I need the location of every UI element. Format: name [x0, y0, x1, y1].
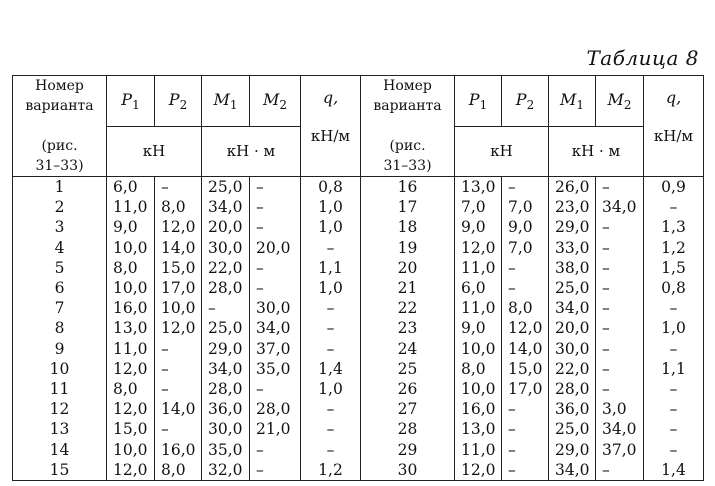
left-p1-cell: 8,0 — [107, 258, 155, 278]
moment-unit-right: кН · м — [549, 126, 644, 177]
right-p2-cell: 7,0 — [502, 197, 549, 217]
left-p2-cell: – — [155, 339, 202, 359]
left-m2-cell: – — [250, 197, 301, 217]
left-q-cell: 1,2 — [301, 460, 361, 481]
left-p1-cell: 6,0 — [107, 177, 155, 198]
right-variant-cell: 30 — [361, 460, 455, 481]
left-q-cell: 1,0 — [301, 217, 361, 237]
right-m1-cell: 30,0 — [549, 339, 596, 359]
right-m1-cell: 25,0 — [549, 278, 596, 298]
right-q-cell: 1,3 — [644, 217, 704, 237]
left-m1-cell: 25,0 — [202, 318, 250, 338]
variants-table — [12, 75, 704, 481]
left-variant-cell: 6 — [13, 278, 107, 298]
left-variant-cell: 4 — [13, 238, 107, 258]
left-variant-cell: 3 — [13, 217, 107, 237]
right-p1-cell: 16,0 — [455, 399, 502, 419]
variant-header-line2: варианта — [25, 98, 94, 114]
left-p2-cell: – — [155, 177, 202, 198]
right-m2-cell: 34,0 — [596, 197, 644, 217]
right-q-cell: 1,1 — [644, 359, 704, 379]
right-p1-cell: 11,0 — [455, 258, 502, 278]
left-m1-cell: 20,0 — [202, 217, 250, 237]
variant-header-line1: Номер — [35, 78, 84, 94]
right-q-cell: – — [644, 298, 704, 318]
left-p2-cell: – — [155, 359, 202, 379]
left-variant-cell: 1 — [13, 177, 107, 198]
right-m2-cell: – — [596, 379, 644, 399]
left-variant-cell: 11 — [13, 379, 107, 399]
left-p1-cell: 12,0 — [107, 399, 155, 419]
left-p1-cell: 9,0 — [107, 217, 155, 237]
right-p1-cell: 11,0 — [455, 298, 502, 318]
left-p1-cell: 11,0 — [107, 339, 155, 359]
right-q-cell: 1,2 — [644, 238, 704, 258]
right-variant-cell: 27 — [361, 399, 455, 419]
right-p2-cell: 17,0 — [502, 379, 549, 399]
right-p1-cell: 11,0 — [455, 439, 502, 459]
left-variant-cell: 10 — [13, 359, 107, 379]
left-m2-cell: – — [250, 379, 301, 399]
left-m2-cell: – — [250, 439, 301, 459]
right-q-cell: 1,4 — [644, 460, 704, 481]
right-p1-cell: 13,0 — [455, 177, 502, 198]
left-p1-cell: 12,0 — [107, 460, 155, 481]
variant-header-line4: 31–33) — [35, 158, 84, 174]
right-q-cell: – — [644, 439, 704, 459]
left-p2-cell: 10,0 — [155, 298, 202, 318]
left-q-cell: 1,4 — [301, 359, 361, 379]
right-m2-cell: – — [596, 359, 644, 379]
p2-header: $P_2$ — [155, 76, 202, 127]
left-q-cell: – — [301, 238, 361, 258]
right-p1-cell: 9,0 — [455, 217, 502, 237]
left-m2-cell: 34,0 — [250, 318, 301, 338]
left-p2-cell: 15,0 — [155, 258, 202, 278]
table-row — [13, 197, 704, 217]
left-p2-cell: 12,0 — [155, 318, 202, 338]
right-m2-cell: – — [596, 339, 644, 359]
left-q-cell: – — [301, 298, 361, 318]
right-m2-cell: – — [596, 258, 644, 278]
table-row — [13, 359, 704, 379]
left-p2-cell: 12,0 — [155, 217, 202, 237]
left-p2-cell: 8,0 — [155, 197, 202, 217]
right-q-cell: – — [644, 399, 704, 419]
right-variant-cell: 17 — [361, 197, 455, 217]
left-m1-cell: 35,0 — [202, 439, 250, 459]
right-variant-cell: 26 — [361, 379, 455, 399]
left-variant-cell: 12 — [13, 399, 107, 419]
right-m1-cell: 20,0 — [549, 318, 596, 338]
left-m2-cell: 20,0 — [250, 238, 301, 258]
right-variant-cell: 19 — [361, 238, 455, 258]
moment-unit: кН · м — [202, 126, 301, 177]
right-p2-cell: 15,0 — [502, 359, 549, 379]
table-row — [13, 399, 704, 419]
left-p1-cell: 10,0 — [107, 238, 155, 258]
right-p2-cell: 8,0 — [502, 298, 549, 318]
right-p1-cell: 12,0 — [455, 238, 502, 258]
right-p2-cell: 12,0 — [502, 318, 549, 338]
right-q-cell: – — [644, 339, 704, 359]
left-q-cell: – — [301, 439, 361, 459]
right-variant-cell: 28 — [361, 419, 455, 439]
left-m2-cell: 30,0 — [250, 298, 301, 318]
force-unit: кН — [107, 126, 202, 177]
left-variant-cell: 15 — [13, 460, 107, 481]
table-row — [13, 439, 704, 459]
left-m1-cell: 32,0 — [202, 460, 250, 481]
right-m2-cell: – — [596, 318, 644, 338]
table-row — [13, 177, 704, 198]
q-unit: кН/м — [310, 127, 351, 145]
right-m1-cell: 36,0 — [549, 399, 596, 419]
left-q-cell: 1,0 — [301, 197, 361, 217]
right-p1-cell: 6,0 — [455, 278, 502, 298]
right-q-cell: 1,5 — [644, 258, 704, 278]
left-m1-cell: 30,0 — [202, 419, 250, 439]
left-p2-cell: – — [155, 379, 202, 399]
left-q-cell: 1,1 — [301, 258, 361, 278]
left-m2-cell: 37,0 — [250, 339, 301, 359]
right-m1-cell: 29,0 — [549, 439, 596, 459]
right-p2-cell: – — [502, 460, 549, 481]
variant-header-right: Номер варианта (рис. 31–33) — [361, 76, 455, 177]
q-unit-right: кН/м — [653, 127, 694, 145]
left-variant-cell: 8 — [13, 318, 107, 338]
right-m2-cell: 3,0 — [596, 399, 644, 419]
right-m1-cell: 22,0 — [549, 359, 596, 379]
left-m1-cell: 28,0 — [202, 379, 250, 399]
right-p2-cell: 7,0 — [502, 238, 549, 258]
left-p1-cell: 15,0 — [107, 419, 155, 439]
left-p1-cell: 13,0 — [107, 318, 155, 338]
left-m2-cell: – — [250, 217, 301, 237]
left-q-cell: – — [301, 419, 361, 439]
table-row — [13, 318, 704, 338]
left-p2-cell: – — [155, 419, 202, 439]
left-variant-cell: 7 — [13, 298, 107, 318]
variant-header-left — [13, 76, 107, 177]
left-p1-cell: 8,0 — [107, 379, 155, 399]
p1-header-right: $P_1$ — [455, 76, 502, 127]
right-m2-cell: – — [596, 460, 644, 481]
table-row — [13, 419, 704, 439]
right-p2-cell: – — [502, 439, 549, 459]
right-p1-cell: 9,0 — [455, 318, 502, 338]
right-m1-cell: 28,0 — [549, 379, 596, 399]
variant-header-line3: (рис. — [41, 138, 78, 154]
right-m2-cell: – — [596, 278, 644, 298]
left-p1-cell: 10,0 — [107, 439, 155, 459]
right-variant-cell: 21 — [361, 278, 455, 298]
left-q-cell: – — [301, 339, 361, 359]
m1-header-right: $M_1$ — [549, 76, 596, 127]
table-row — [13, 258, 704, 278]
right-variant-cell: 16 — [361, 177, 455, 198]
right-m1-cell: 23,0 — [549, 197, 596, 217]
right-variant-cell: 23 — [361, 318, 455, 338]
right-p1-cell: 13,0 — [455, 419, 502, 439]
left-q-cell: 1,0 — [301, 379, 361, 399]
left-q-cell: 1,0 — [301, 278, 361, 298]
left-m1-cell: 28,0 — [202, 278, 250, 298]
m1-header: $M_1$ — [202, 76, 250, 127]
left-p1-cell: 10,0 — [107, 278, 155, 298]
left-m2-cell: 21,0 — [250, 419, 301, 439]
right-q-cell: 0,8 — [644, 278, 704, 298]
left-m2-cell: – — [250, 258, 301, 278]
right-p2-cell: – — [502, 399, 549, 419]
right-q-cell: 0,9 — [644, 177, 704, 198]
left-m2-cell: 28,0 — [250, 399, 301, 419]
right-p2-cell: 14,0 — [502, 339, 549, 359]
right-variant-cell: 20 — [361, 258, 455, 278]
left-m2-cell: – — [250, 177, 301, 198]
right-m2-cell: – — [596, 298, 644, 318]
right-q-cell: – — [644, 379, 704, 399]
left-q-cell: – — [301, 399, 361, 419]
table-row — [13, 460, 704, 481]
p1-header: $P_1$ — [107, 76, 155, 127]
right-q-cell: 1,0 — [644, 318, 704, 338]
p2-header-right: $P_2$ — [502, 76, 549, 127]
right-m2-cell: – — [596, 238, 644, 258]
right-m2-cell: 34,0 — [596, 419, 644, 439]
right-m2-cell: 37,0 — [596, 439, 644, 459]
left-m1-cell: – — [202, 298, 250, 318]
left-m2-cell: – — [250, 460, 301, 481]
right-p1-cell: 10,0 — [455, 339, 502, 359]
left-m1-cell: 29,0 — [202, 339, 250, 359]
left-m2-cell: – — [250, 278, 301, 298]
left-p2-cell: 8,0 — [155, 460, 202, 481]
right-p2-cell: – — [502, 419, 549, 439]
right-variant-cell: 29 — [361, 439, 455, 459]
right-variant-cell: 22 — [361, 298, 455, 318]
right-m1-cell: 34,0 — [549, 298, 596, 318]
right-variant-cell: 18 — [361, 217, 455, 237]
right-p1-cell: 7,0 — [455, 197, 502, 217]
left-q-cell: – — [301, 318, 361, 338]
table-row — [13, 217, 704, 237]
right-variant-cell: 25 — [361, 359, 455, 379]
m2-header-right: $M_2$ — [596, 76, 644, 127]
right-p1-cell: 12,0 — [455, 460, 502, 481]
right-m1-cell: 25,0 — [549, 419, 596, 439]
q-header: q, кН/м — [301, 76, 361, 177]
right-variant-cell: 24 — [361, 339, 455, 359]
right-m1-cell: 29,0 — [549, 217, 596, 237]
table-row — [13, 298, 704, 318]
right-m1-cell: 33,0 — [549, 238, 596, 258]
right-m2-cell: – — [596, 177, 644, 198]
left-variant-cell: 14 — [13, 439, 107, 459]
left-m1-cell: 34,0 — [202, 197, 250, 217]
left-p1-cell: 12,0 — [107, 359, 155, 379]
left-m1-cell: 36,0 — [202, 399, 250, 419]
right-p1-cell: 8,0 — [455, 359, 502, 379]
left-m1-cell: 30,0 — [202, 238, 250, 258]
right-p2-cell: – — [502, 258, 549, 278]
right-m2-cell: – — [596, 217, 644, 237]
left-p2-cell: 16,0 — [155, 439, 202, 459]
left-variant-cell: 13 — [13, 419, 107, 439]
table-row — [13, 238, 704, 258]
right-q-cell: – — [644, 197, 704, 217]
left-variant-cell: 9 — [13, 339, 107, 359]
left-p2-cell: 14,0 — [155, 399, 202, 419]
right-q-cell: – — [644, 419, 704, 439]
left-p2-cell: 14,0 — [155, 238, 202, 258]
right-p2-cell: 9,0 — [502, 217, 549, 237]
left-q-cell: 0,8 — [301, 177, 361, 198]
q-header-right: q, кН/м — [644, 76, 704, 177]
table-body — [13, 177, 704, 481]
left-p1-cell: 11,0 — [107, 197, 155, 217]
right-p2-cell: – — [502, 278, 549, 298]
m2-header: $M_2$ — [250, 76, 301, 127]
left-m1-cell: 22,0 — [202, 258, 250, 278]
left-m1-cell: 34,0 — [202, 359, 250, 379]
left-variant-cell: 2 — [13, 197, 107, 217]
left-variant-cell: 5 — [13, 258, 107, 278]
table-row — [13, 339, 704, 359]
left-m1-cell: 25,0 — [202, 177, 250, 198]
table-row — [13, 379, 704, 399]
left-p1-cell: 16,0 — [107, 298, 155, 318]
table-row — [13, 278, 704, 298]
right-m1-cell: 38,0 — [549, 258, 596, 278]
right-m1-cell: 26,0 — [549, 177, 596, 198]
left-m2-cell: 35,0 — [250, 359, 301, 379]
left-p2-cell: 17,0 — [155, 278, 202, 298]
force-unit-right: кН — [455, 126, 549, 177]
right-p2-cell: – — [502, 177, 549, 198]
right-p1-cell: 10,0 — [455, 379, 502, 399]
right-m1-cell: 34,0 — [549, 460, 596, 481]
table-caption: Таблица 8 — [586, 46, 699, 70]
